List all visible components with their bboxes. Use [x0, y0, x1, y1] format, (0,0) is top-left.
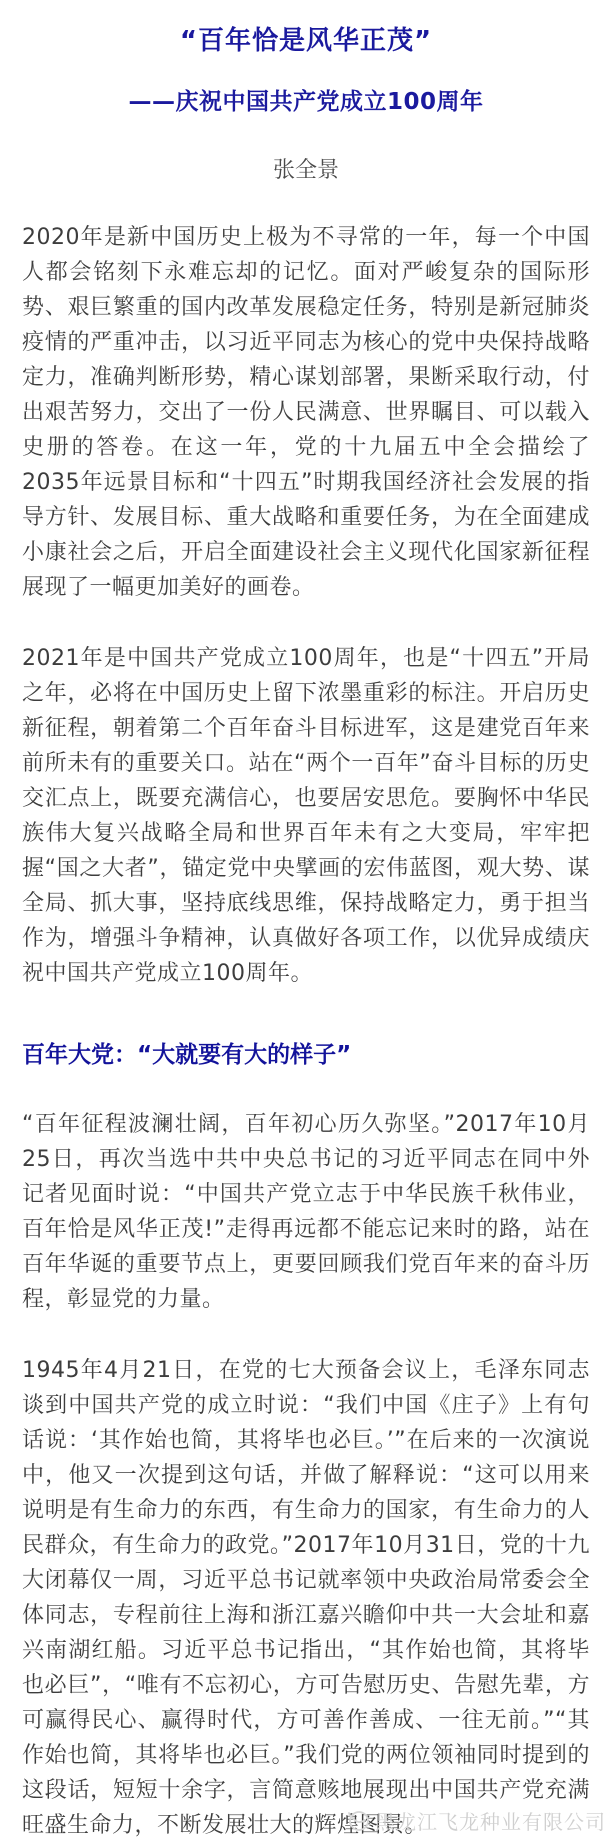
section-paragraph-1: “百年征程波澜壮阔，百年初心历久弥坚。”2017年10月25日，再次当选中共中央总书记的习近平同志在同中外记者见面时说：“中国共产党立志于中华民族千秋伟业，百年恰是风华正茂!”走得再远都不能忘记来时的路，站在百年华诞的重要节点上，更要回顾我们党百年来的奋斗历程，彰显党的力量。 — [22, 1111, 590, 1312]
article-author: 张全景 — [272, 157, 339, 183]
watermark — [346, 1806, 606, 1835]
watermark-company-name: 黑龙江飞龙种业有限公司 — [375, 1809, 606, 1834]
intro-paragraph-1: 2020年是新中国历史上极为不寻常的一年，每一个中国人都会铭刻下永难忘却的记忆。面对严峻复杂的国际形势、艰巨繁重的国内改革发展稳定任务，特别是新冠肺炎疫情的严重冲击，以习近平同志为核心的党中央保持战略定力，准确判断形势，精心谋划部署，果断采取行动，付出艰苦努力，交出了一份人民满意、世界瞩目、可以载入史册的答卷。在这一年，党的十九届五中全会描绘了2035年远景目标和“十四五”时期我国经济社会发展的指导方针、发展目标、重大战略和重要任务，为在全面建成小康社会之后，开启全面建设社会主义现代化国家新征程展现了一幅更加美好的画卷。 — [22, 224, 590, 600]
article-title: “百年恰是风华正茂” — [179, 26, 433, 56]
article-subtitle: ——庆祝中国共产党成立100周年 — [128, 89, 484, 116]
intro-paragraph-2: 2021年是中国共产党成立100周年，也是“十四五”开局之年，必将在中国历史上留下浓墨重彩的标注。开启历史新征程，朝着第二个百年奋斗目标进军，这是建党百年来前所未有的重要关口。站在“两个一百年”奋斗目标的历史交汇点上，既要充满信心，也要居安思危。要胸怀中华民族伟大复兴战略全局和世界百年未有之大变局，牢牢把握“国之大者”，锚定党中央擘画的宏伟蓝图，观大势、谋全局、抓大事，坚持底线思维，保持战略定力，勇于担当作为，增强斗争精神，认真做好各项工作，以优异成绩庆祝中国共产党成立100周年。 — [22, 645, 590, 986]
flying-dragon-logo-icon — [346, 1808, 370, 1832]
section-heading: 百年大党：“大就要有大的样子” — [22, 1041, 352, 1068]
section-paragraph-2: 1945年4月21日，在党的七大预备会议上，毛泽东同志谈到中国共产党的成立时说：“我们中国《庄子》上有句话说：‘其作始也简，其将毕也必巨。’”在后来的一次演说中，他又一次提到这句话，并做了解释说：“这可以用来说明是有生命力的东西，有生命力的国家，有生命力的人民群众，有生命力的政党。”2017年10月31日，党的十九大闭幕仅一周，习近平总书记就率领中央政治局常委会全体同志，专程前往上海和浙江嘉兴瞻仰中共一大会址和嘉兴南湖红船。习近平总书记指出，“其作始也简，其将毕也必巨”，“唯有不忘初心，方可告慰历史、告慰先辈，方可赢得民心、赢得时代，方可善作善成、一往无前。”“其作始也简，其将毕也必巨。”我们党的两位领袖同时提到的这段话，短短十余字，言简意赅地展现出中国共产党充满旺盛生命力，不断发展壮大的辉煌图景。 — [22, 1357, 590, 1838]
